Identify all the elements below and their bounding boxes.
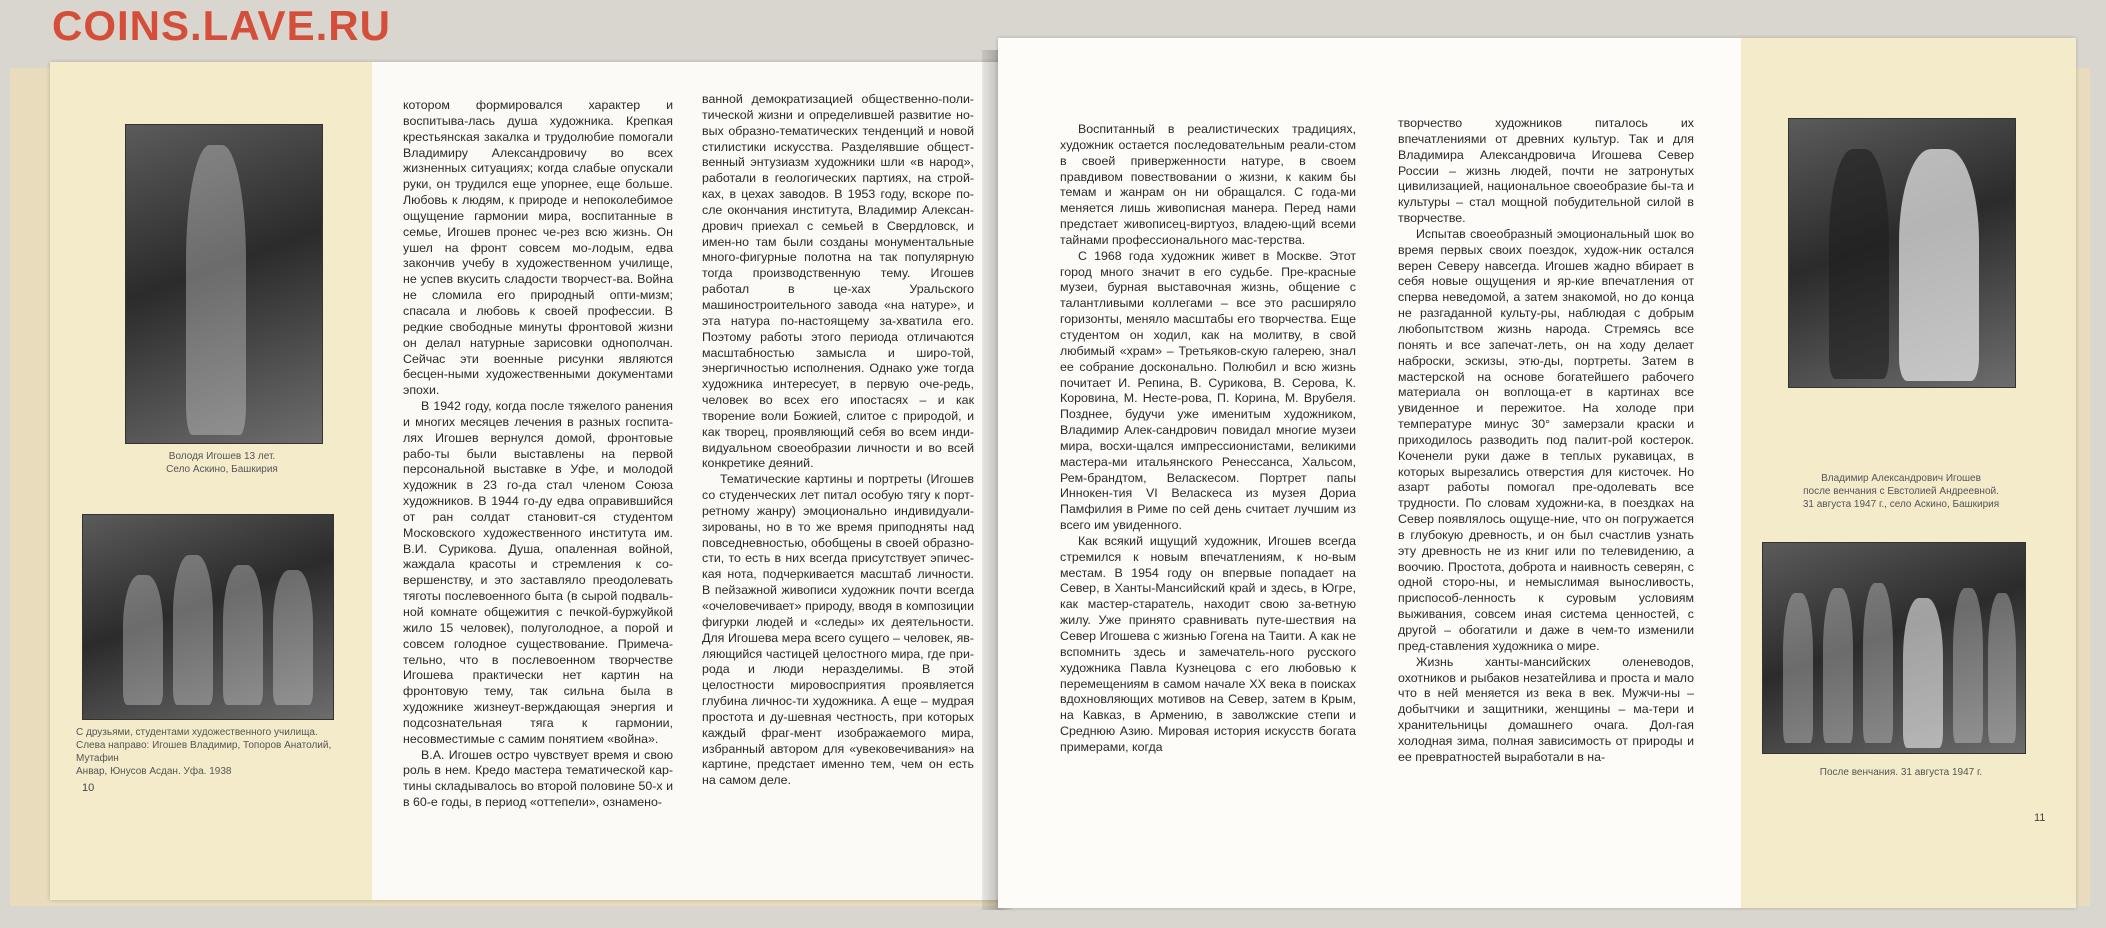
- group-photo-friends: [82, 514, 334, 720]
- paragraph: Испытав своеобразный эмоциональный шок во время первых своих поездок, худож-ник остался верен Северу навсегда. Игошев жадно вбирает в себя новые ощущения и яр-кие впечатления от сперва неведомой, а затем знакомой, но до конца не разгаданной культу-ры, наблюдая с добрым любопытством жизнь народа. Стремясь все понять и все запечат-леть, он на ходу делает наброски, эскизы, этю-ды, портреты. Затем в мастерской на основе богатейшего рабочего материала он воплоща-ет в картинах все увиденное и пережитое. На холоде при температуре минус 30° замерзали краски и приходилось разводить под палит-рой костерок. Коченели руки даже в теплых рукавицах, в которых вырезались отверстия для кисточек. Но азарт работы помогал пре-одолевать все трудности. По словам художни-ка, в поездках на Север появлялось ощуще-ние, что он погружается в глубокую древность, и он был счастлив узнать эту древность не из книг или по телевидению, а воочию. Простота, доброта и наивность северян, с одной сторо-ны, и немыслимая выносливость, приспособ-ленность к суровым условиям выживания, совсем иная система ценностей, с другой – обогатили и даже в чем-то изменили пред-ставления художника о мире.: [1398, 226, 1694, 653]
- portrait-photo-boy: [125, 124, 323, 444]
- text-column-2: [702, 92, 974, 789]
- photo-caption: Владимир Александрович Игошев после венчания с Евстолией Андреевной. 31 августа 1947 г., село Аскино, Башкирия: [1802, 473, 2000, 510]
- photo-caption: После венчания. 31 августа 1947 г.: [1819, 767, 1983, 778]
- wedding-photo-couple: [1788, 118, 2016, 388]
- paragraph: Как всякий ищущий художник, Игошев всегда стремился к новым впечатлениям, к но-вым местам. В 1954 году он впервые попадает на Север, в Ханты-Мансийский край и здесь, в Югре, как мастер-старатель, находит свою за-ветную жилу. Уже принято сравнивать путе-шествия на Север Игошева с жизнью Гогена на Таити. А как не вспомнить здесь и замечатель-ного русского художника Павла Кузнецова с его любовью к перемещениям в самом начале XX века в поисках вдохновляющих мотивов на Север, затем в Крым, на Кавказ, в Армению, в заволжские степи и Среднюю Азию. Мировая история искусств богата примерами, когда: [1060, 533, 1356, 754]
- page-number: 11: [2034, 812, 2046, 824]
- site-watermark: COINS.LAVE.RU: [52, 2, 391, 49]
- left-page: [50, 62, 1002, 900]
- right-page: [998, 38, 2076, 908]
- paragraph: Тематические картины и портреты (Игошев со студенческих лет питал особую тягу к порт-ретному жанру) эмоционально индивидуали-зированы, но в то же время приподняты над повседневностью, обобщены в своей образно-сти, то есть в них всегда присутствует эпичес-кая нота, подчеркивается масштаб личности. В пейзажной живописи художник почти всегда «очеловечивает» природу, вводя в композиции фигурки людей и «следы» их деятельности. Для Игошева мера всего сущего – человек, яв-ляющийся частицей целостного мира, где при-рода и люди неразделимы. В этой целостности мировосприятия проявляется глубина личнос-ти художника. А еще – мудрая простота и ду-шевная честность, при которых каждый фраг-мент изображаемого мира, избранный автором для «увековечивания» на картине, предстает именно тем, чем он есть на самом деле.: [702, 472, 974, 788]
- book-spread: [0, 20, 2106, 910]
- text-column-3: [1060, 122, 1356, 756]
- paragraph: С 1968 года художник живет в Москве. Этот город много значит в его судьбе. Пре-красные музеи, бурная выставочная жизнь, общение с талантливыми коллегами – все это расширяло горизонты, меняло масштабы его творчества. Еще студентом он ходил, как на молитву, в свой любимый «храм» – Третьяков-скую галерею, знал ее собрание досконально. Полюбил и всю жизнь почитает И. Репина, В. Сурикова, В. Серова, К. Коровина, М. Несте-рова, П. Корина, М. Врубеля. Позднее, будучи уже именитым художником, Владимир Алек-сандрович повидал многие музеи мира, восхи-щался импрессионистами, великими мастера-ми итальянского Ренессанса, Хальсом, Рем-брандтом, Веласкесом. Портрет папы Иннокен-тия VI Веласкеса из музея Дориа Памфилия в Риме по сей день считает лучшим из всего им увиденного.: [1060, 248, 1356, 533]
- page-number: 10: [82, 782, 95, 794]
- text-column-4: [1398, 116, 1694, 766]
- photo-caption: Володя Игошев 13 лет. Село Аскино, Башкирия: [166, 451, 278, 475]
- paragraph: котором формировался характер и воспитыва-лась душа художника. Крепкая крестьянская закалка и трудолюбие помогали Владимиру Александровичу во всех жизненных ситуациях; когда слабые опускали руки, он трудился еще упорнее, еще больше. Любовь к людям, к природе и непоколебимое ощущение гармонии мира, воспитанные в семье, Игошев пронес че-рез всю жизнь. Он ушел на фронт совсем мо-лодым, едва закончив учебу в художественном училище, не успев вкусить сладости творчест-ва. Война не сломила его природный опти-мизм; спасала и любовь к своей профессии. В редкие свободные минуты фронтовой жизни он делал натурные зарисовки однополчан. Сейчас эти военные рисунки являются бесцен-ными художественными документами эпохи.: [403, 98, 673, 398]
- paragraph: В 1942 году, когда после тяжелого ранения и многих месяцев лечения в разных госпита-лях Игошев вернулся домой, фронтовые рабо-ты были выставлены на первой персональной выставке в Уфе, и молодой художник в 23 го-да стал членом Союза художников. В 1944 го-ду едва оправившийся от ран солдат становит-ся студентом Московского художественного института им. В.И. Сурикова. Душа, опаленная войной, жаждала красоты и стремления к со-вершенству, и это заставляло преодолевать тяготы послевоенного быта (в сырой подваль-ной комнате общежития с печкой-буржуйкой жило 15 человек), полуголодное, а порой и совсем голодное существование. Примеча-тельно, что в послевоенном творчестве Игошева практически нет картин на фронтовую тему, так сильна была в художнике жизнеут-верждающая энергия и подсознательная тяга к гармонии, несовместимые с самим понятием «война».: [403, 399, 673, 746]
- paragraph: В.А. Игошев остро чувствует время и свою роль в нем. Кредо мастера тематической кар-тины складывалось во второй половине 50-х и в 60-е годы, в период «оттепели», ознамено-: [403, 747, 673, 810]
- text-column-1: [403, 98, 673, 811]
- paragraph: Жизнь ханты-мансийских оленеводов, охотников и рыбаков незатейлива и проста и мало что в ней меняется из века в век. Мужчи-ны – добытчики и защитники, женщины – ма-тери и хранительницы домашнего очага. Дол-гая холодная зима, полная зависимость от природы и ее превратностей выработали в на-: [1398, 654, 1694, 764]
- wedding-group-photo: [1762, 542, 2026, 754]
- paragraph: творчество художников питалось их впечатлениями от древних культур. Так и для Владимира Александровича Игошева Север России – жизнь людей, почти не затронутых цивилизацией, национальное своеобразие бы-та и культуры – стал мощной побудительной силой в творчестве.: [1398, 116, 1694, 226]
- paragraph: ванной демократизацией общественно-поли-тической жизни и определившей развитие но-вых образно-тематических тенденций и новой стилистики искусства. Разделявшие общест-венный энтузиазм художники шли «в народ», работали в геологических партиях, на строй-ках, в цехах заводов. В 1953 году, вскоре по-сле окончания института, Владимир Алексан-дрович приехал с семьей в Свердловск, и имен-но там были созданы монументальные много-фигурные полотна на так популярную тогда производственную тему. Игошев работал в це-хах Уральского машиностроительного завода «на натуре», и эта натура по-настоящему за-хватила его. Поэтому работы этого периода отличаются масштабностью замысла и широ-той, энергичностью исполнения. Однако уже тогда художника интересует, в первую оче-редь, человек во всех его ипостасях – и как творение воли Божией, слитое с природой, и как творец, проявляющий себя во всем инди-видуальном своеобразии личности и во всей конкретике деяний.: [702, 92, 974, 471]
- photo-caption: С друзьями, студентами художественного училища. Слева направо: Игошев Владимир, Топоров Анатолий, Мутафин Анвар, Юнусов Асдан. Уфа. 1938: [76, 727, 332, 777]
- paragraph: Воспитанный в реалистических традициях, художник остается последовательным реали-стом в своей приверженности натуре, в своем правдивом повествовании о жизни, к каким бы темам и жанрам он ни обращался. С года-ми меняется лишь живописная манера. Перед нами предстает живописец-виртуоз, владею-щий всеми тайнами профессионального мас-терства.: [1060, 122, 1356, 247]
